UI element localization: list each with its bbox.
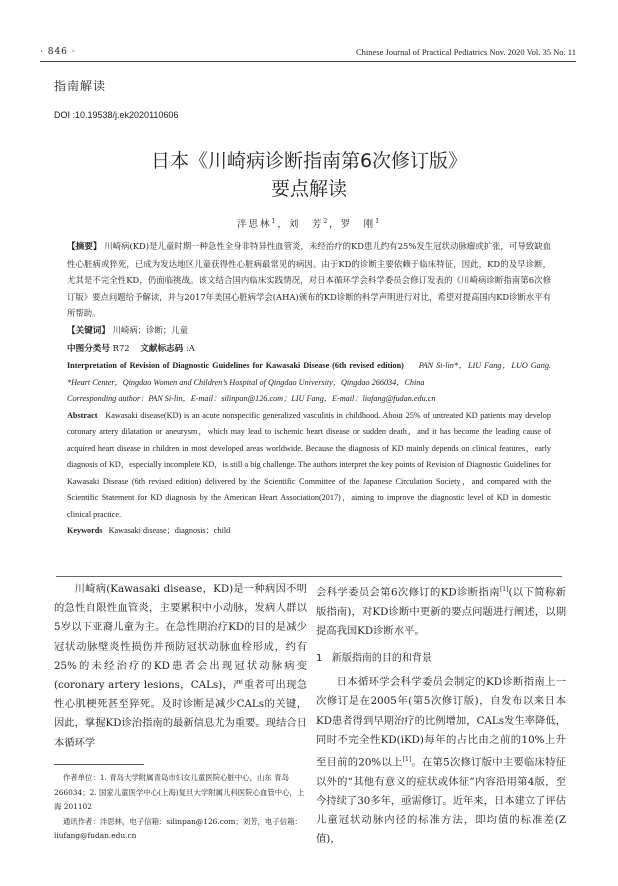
author-affil-mark: 1 (271, 217, 278, 225)
english-affiliation: *Heart Center，Qingdao Women and Children’s Hospital of Qingdao University，Qingdao 266034，China (67, 377, 425, 387)
body-text: 会科学委员会第6次修订的KD诊断指南 (316, 586, 500, 599)
abstract-divider (56, 576, 562, 577)
author-affil-mark: 2 (323, 217, 330, 225)
body-text: 日本循环学会科学委员会制定的KD诊断指南上一次修订是在2005年(第5次修订版)，自发布以来日本KD患者得到早期治疗的比例增加，CALs发生率降低，同时不完全性KD(iKD)每年的占比由之前的10%上升至目前的20%以上 (316, 676, 566, 769)
author-affil-mark: 1 (375, 217, 382, 225)
author-name: ，刘 芳 (277, 219, 324, 230)
body-text: (以下简称新版指南)，对KD诊断中更新的要点问题进行阐述，以期提高我国KD诊断水平。 (316, 586, 566, 637)
corresponding-author: Corresponding author：PAN Si-lin，E-mail：silinpan@126.com；LIU Fang，E-mail：liufang@fudan.edu.cn (67, 394, 436, 403)
abstract-label: 【摘要】 (67, 242, 102, 252)
body-left-column (54, 580, 307, 753)
body-paragraph (316, 673, 566, 849)
author-name: ，罗 刚 (329, 219, 376, 230)
section-tag: 指南解读 (54, 79, 107, 93)
english-keywords-label: Keywords (67, 526, 103, 535)
chinese-abstract: 【摘要】 川崎病(KD)是儿童时期一种急性全身非特异性血管炎，未经治疗的KD患儿约有25%发生冠状动脉瘤或扩张，可导致缺血性心脏病或猝死，已成为发达地区儿童获得性心脏病最常见的病因。由于KD的诊断主要依赖于临床特征，因此，KD的及早诊断，尤其是不完全性KD，仍面临挑战。该文结合国内临床实践情况，对日本循环学会科学委员会修订发表的《川崎病诊断指南第6次修订版》要点问题给予解读，并与2017年美国心脏病学会(AHA)颁布的KD诊断的科学声明进行对比，希望对提高国内KD诊断水平有所帮助。 【关键词】 川崎病；诊断；儿童 中图分类号 R72 文献标志码 :A (67, 241, 551, 354)
body-text: 。在第5次修订版中主要临床特征以外的“其他有意义的症状或体征”内容沿用第4版，至今持续了30多年，亟需修订。近年来，日本建立了评估儿童冠状动脉内径的标准方法，即均值的标准差(Z值)， (316, 756, 566, 846)
english-abstract-text: Kawasaki disease(KD) is an acute nonspecific generalized vasculitis in childhood. About 25% of untreated KD patients may develop coronary artery dilatation or aneurysm，which may lead to ischemic heart disease or sudden death，and it has become the leading cause of acquired heart disease in children in most developed areas worldwide. Because the diagnosis of KD mainly depends on clinical features，early diagnosis of KD，especially incomplete KD，is still a big challenge. The authors interpret the key points of Revision of Diagnostic Guidelines for Kawasaki Disease (6th revised edition) delivered by the Scientific Committee of the Japanese Circulation Society，and compared with the Scientific Statement for KD diagnosis by the American Heart Association(2017)，aiming to improve the diagnostic level of KD in domestic clinical practice. (67, 410, 551, 519)
english-keywords: Kawasaki disease；diagnosis；child (108, 526, 231, 535)
class-number-label: 中图分类号 (67, 343, 110, 354)
footnote-rule (54, 764, 144, 765)
journal-header: Chinese Journal of Practical Pediatrics Nov. 2020 Vol. 35 No. 11 (355, 47, 576, 57)
keywords-label: 【关键词】 (67, 325, 110, 336)
keywords-text: 川崎病；诊断；儿童 (112, 324, 189, 335)
english-authors: PAN Si-lin*，LIU Fang，LUO Gang. (418, 361, 552, 370)
header-rule (40, 61, 576, 62)
page-number: · 846 · (40, 47, 76, 57)
abstract-text: 川崎病(KD)是儿童时期一种急性全身非特异性血管炎，未经治疗的KD患儿约有25%发生冠状动脉瘤或扩张，可导致缺血性心脏病或猝死，已成为发达地区儿童获得性心脏病最常见的病因。由于KD的诊断主要依赖于临床特征，因此，KD的及早诊断，尤其是不完全性KD，仍面临挑战。该文结合国内临床实践情况，对日本循环学会科学委员会修订发表的《川崎病诊断指南第6次修订版》要点问题给予解读，并与2017年美国心脏病学会(AHA)颁布的KD诊断的科学声明进行对比，希望对提高国内KD诊断水平有所帮助。 (67, 241, 551, 319)
doi: DOI :10.19538/j.ek2020110606 (54, 110, 179, 120)
class-number: R72 (112, 342, 130, 353)
section-number: 1 (316, 653, 323, 665)
title-line-2: 要点解读 (270, 178, 347, 200)
citation: [1] (402, 756, 412, 764)
doc-code-label: 文献标志码 (140, 343, 184, 354)
author-name: 泮思林 (236, 219, 272, 230)
footnote-affiliation: 作者单位：1. 青岛大学附属青岛市妇女儿童医院心脏中心，山东 青岛 266034；2. 国家儿童医学中心(上海)复旦大学附属儿科医院心血管中心，上海 201102 (54, 773, 305, 812)
body-paragraph: 川崎病(Kawasaki disease，KD)是一种病因不明的急性自限性血管炎，主要累积中小动脉，发病人群以5岁以下亚裔儿童为主。在急性期治疗KD的目的是减少冠状动脉壁炎性损伤并预防冠状动脉血栓形成，约有25%的未经治疗的KD患者会出现冠状动脉病变(coronary artery lesions，CALs)，严重者可出现急性心肌梗死甚至猝死。及时诊断是减少CALs的关键，因此，掌握KD诊治指南的最新信息尤为重要。现结合日本循环学 (54, 583, 307, 749)
section-title: 新版指南的目的和背景 (331, 653, 432, 665)
doc-code: A (188, 342, 195, 353)
body-right-column (316, 580, 566, 849)
title-line-1: 日本《川崎病诊断指南第6次修订版》 (150, 150, 468, 172)
footnote-corresponding: 通讯作者：泮思林，电子信箱：silinpan@126.com；刘芳，电子信箱：liufang@fudan.edu.cn (54, 816, 302, 841)
body-paragraph (316, 580, 566, 641)
english-abstract (67, 358, 551, 540)
citation: [1] (499, 586, 509, 593)
section-heading (316, 649, 566, 668)
english-abstract-label: Abstract (67, 410, 98, 420)
english-title: Interpretation of Revision of Diagnostic Guidelines for Kawasaki Disease (6th revised edition) (67, 361, 404, 370)
author-line (0, 216, 618, 230)
footnote (54, 771, 307, 844)
